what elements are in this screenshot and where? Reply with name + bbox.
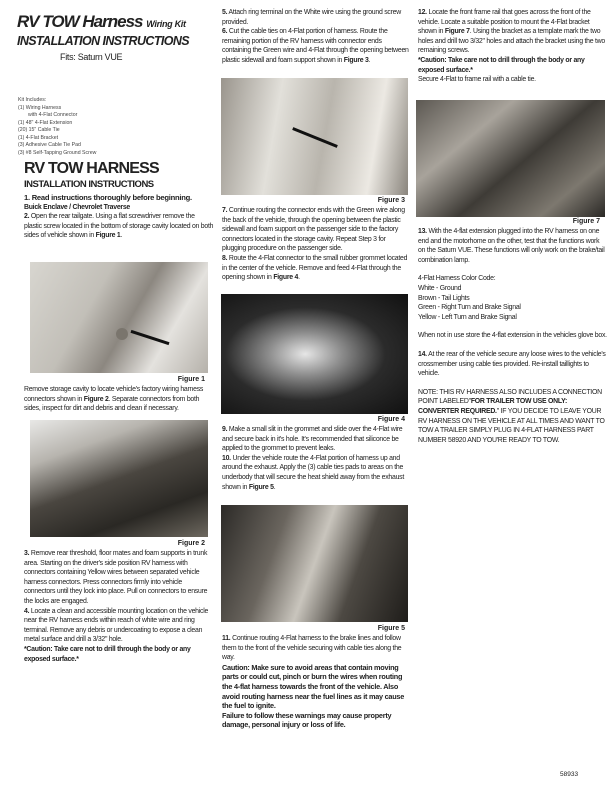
steps-9-10: 9. Make a small slit in the grommet and slide over the 4-Flat wire and secure back in it's hole. It's recommended that siliconce be applied to the grommet to prevent leaks. 10. Under the vehicle route the 4-Flat portion of harness up and around the exhaust. Apply the (3) cable ties pads to areas on the underbody that will secure the heat shield away from the exhaust shown in Figure 5.: [222, 426, 405, 491]
document-subtitle: INSTALLATION INSTRUCTIONS: [17, 34, 190, 48]
figure-1-photo: [30, 262, 208, 373]
document-title: RV TOW Harness Wiring Kit: [17, 12, 186, 31]
steps-7-8: 7. Continue routing the connector ends with the Green wire along the back of the vehicle, through the opening between the plastic sidewall and foam support on the passenger side to the factory connectors located in the storage cavity. Repeat Step 3 for plugging procedure on the passenger side. 8. Route the 4-Flat connector to the small rubber grommet located in the center of the vehicle. Remove and feed 4-Flat through the opening shown in Figure 4.: [222, 207, 408, 282]
part-number-footer: 58933: [560, 771, 579, 778]
figure-4-photo: [221, 294, 408, 414]
steps-3-4: 3. Remove rear threshold, floor mates and foam supports in trunk area. Starting on the driver's side position RV harness with connectors containing Yellow wires between separated vehicle harness connectors. Press connectors firmly into vehicle connectors until they lock into place. Pull on connectors to ensure the locks are engaged. 4. Locate a clean and accessible mounting location on the vehicle near the RV harness ends within reach of white wire and ring terminal. Remove any debris or undercoating to expose a clean metal surface and drill a 3/32" hole. *Caution: Take care not to drill through the body or any exposed surface.*: [24, 550, 209, 663]
figure-2-caption: Figure 2: [177, 540, 205, 547]
section-subtitle: INSTALLATION INSTRUCTIONS: [24, 179, 154, 190]
step-1-followup: Remove storage cavity to locate vehicle's factory wiring harness connectors shown in Figure 2. Separate connectors from both sides, inspect for dirt and debris and clean if necessary.: [24, 386, 204, 413]
step-11-and-cautions: 11. Continue routing 4-Flat harness to the brake lines and follow them to the front of the vehicle securing with cable ties along the way. Caution: Make sure to avoid areas that contain moving parts or could cut, pinch or burn the wires when routing the 4-flat harness towards the front of the vehicle. Also avoid routing harness near the fuel lines as it may cause the fuel to ignite. Failure to follow these warnings may cause property damage, personal injury or loss of life.: [222, 635, 405, 730]
kit-contents: Kit Includes: (1) Wiring Harness with 4-Flat Connector (1) 48" 4-Flat Extension (20) 15" Cable Tie (1) 4-Flat Bracket (3) Adhesive Cable Tie Pad (3) #8 Self-Tapping Ground Screw: [18, 97, 97, 156]
figure-2-photo: [30, 420, 208, 537]
figure-7-photo: [416, 100, 605, 217]
figure-5-photo: [221, 505, 408, 622]
figure-3-photo: [221, 78, 408, 195]
steps-5-6: 5. Attach ring terminal on the White wire using the ground screw provided. 6. Cut the cable ties on 4-Flat portion of harness. Route the remaining portion of the RV harness with connector ends containing the Green wire and 4-Flat through the opening between plastic sidewall and foam support shown in Figure 3.: [222, 9, 409, 64]
figure-1-caption: Figure 1: [177, 376, 205, 383]
fits-vehicle: Fits: Saturn VUE: [60, 52, 123, 62]
section-title: RV TOW HARNESS: [24, 160, 159, 177]
figure-7-caption: Figure 7: [572, 218, 600, 225]
steps-1-2: 1. Read instructions thoroughly before beginning. Buick Enclave / Chevrolet Traverse 2. Open the rear tailgate. Using a flat screwdriver remove the plastic screw located in the bottom of storage cavity located on both sides of vehicle shown in Figure 1.: [24, 193, 214, 240]
figure-4-caption: Figure 4: [377, 416, 405, 423]
figure-3-caption: Figure 3: [377, 197, 405, 204]
figure-5-caption: Figure 5: [377, 625, 405, 632]
step-12: 12. Locate the front frame rail that goes across the front of the vehicle. Locate a suitable position to mount the 4-Flat bracket shown in Figure 7. Using the bracket as a template mark the two holes and drill two 3/32" holes and attach the bracket using the two remaining screws. *Caution: Take care not to drill through the body or any exposed surface.* Secure 4-Flat to frame rail with a cable tie.: [418, 9, 605, 84]
step-13-and-color-code: 13. With the 4-flat extension plugged into the RV harness on one end and the motorhome on the other, test that the functions work on the Saturn VUE. These functions will only work on the brake/tail combination lamp. 4-Flat Harness Color Code: White - Ground Brown - Tail Lights Green - Right Turn and Brake Signal Yellow - Left Turn and Brake Signal When not in use store the 4-flat extension in the vehicles glove box. 14. At the rear of the vehicle secure any loose wires to the vehicle's crossmember using cable ties provided. Re-install taillights to vehicle. NOTE: THIS RV HARNESS ALSO INCLUDES A CONNECTION POINT LABELED"FOR TRAILER TOW USE ONLY: CONVERTER REQUIRED." IF YOU DECIDE TO LEAVE YOUR RV HARNESS ON THE VEHICLE AT ALL TIMES AND WANT TO TOW A TRAILER SIMPLY PLUG IN 4-FLAT HARNESS PART NUMBER 58920 AND YOU'RE READY TO TOW.: [418, 228, 607, 444]
